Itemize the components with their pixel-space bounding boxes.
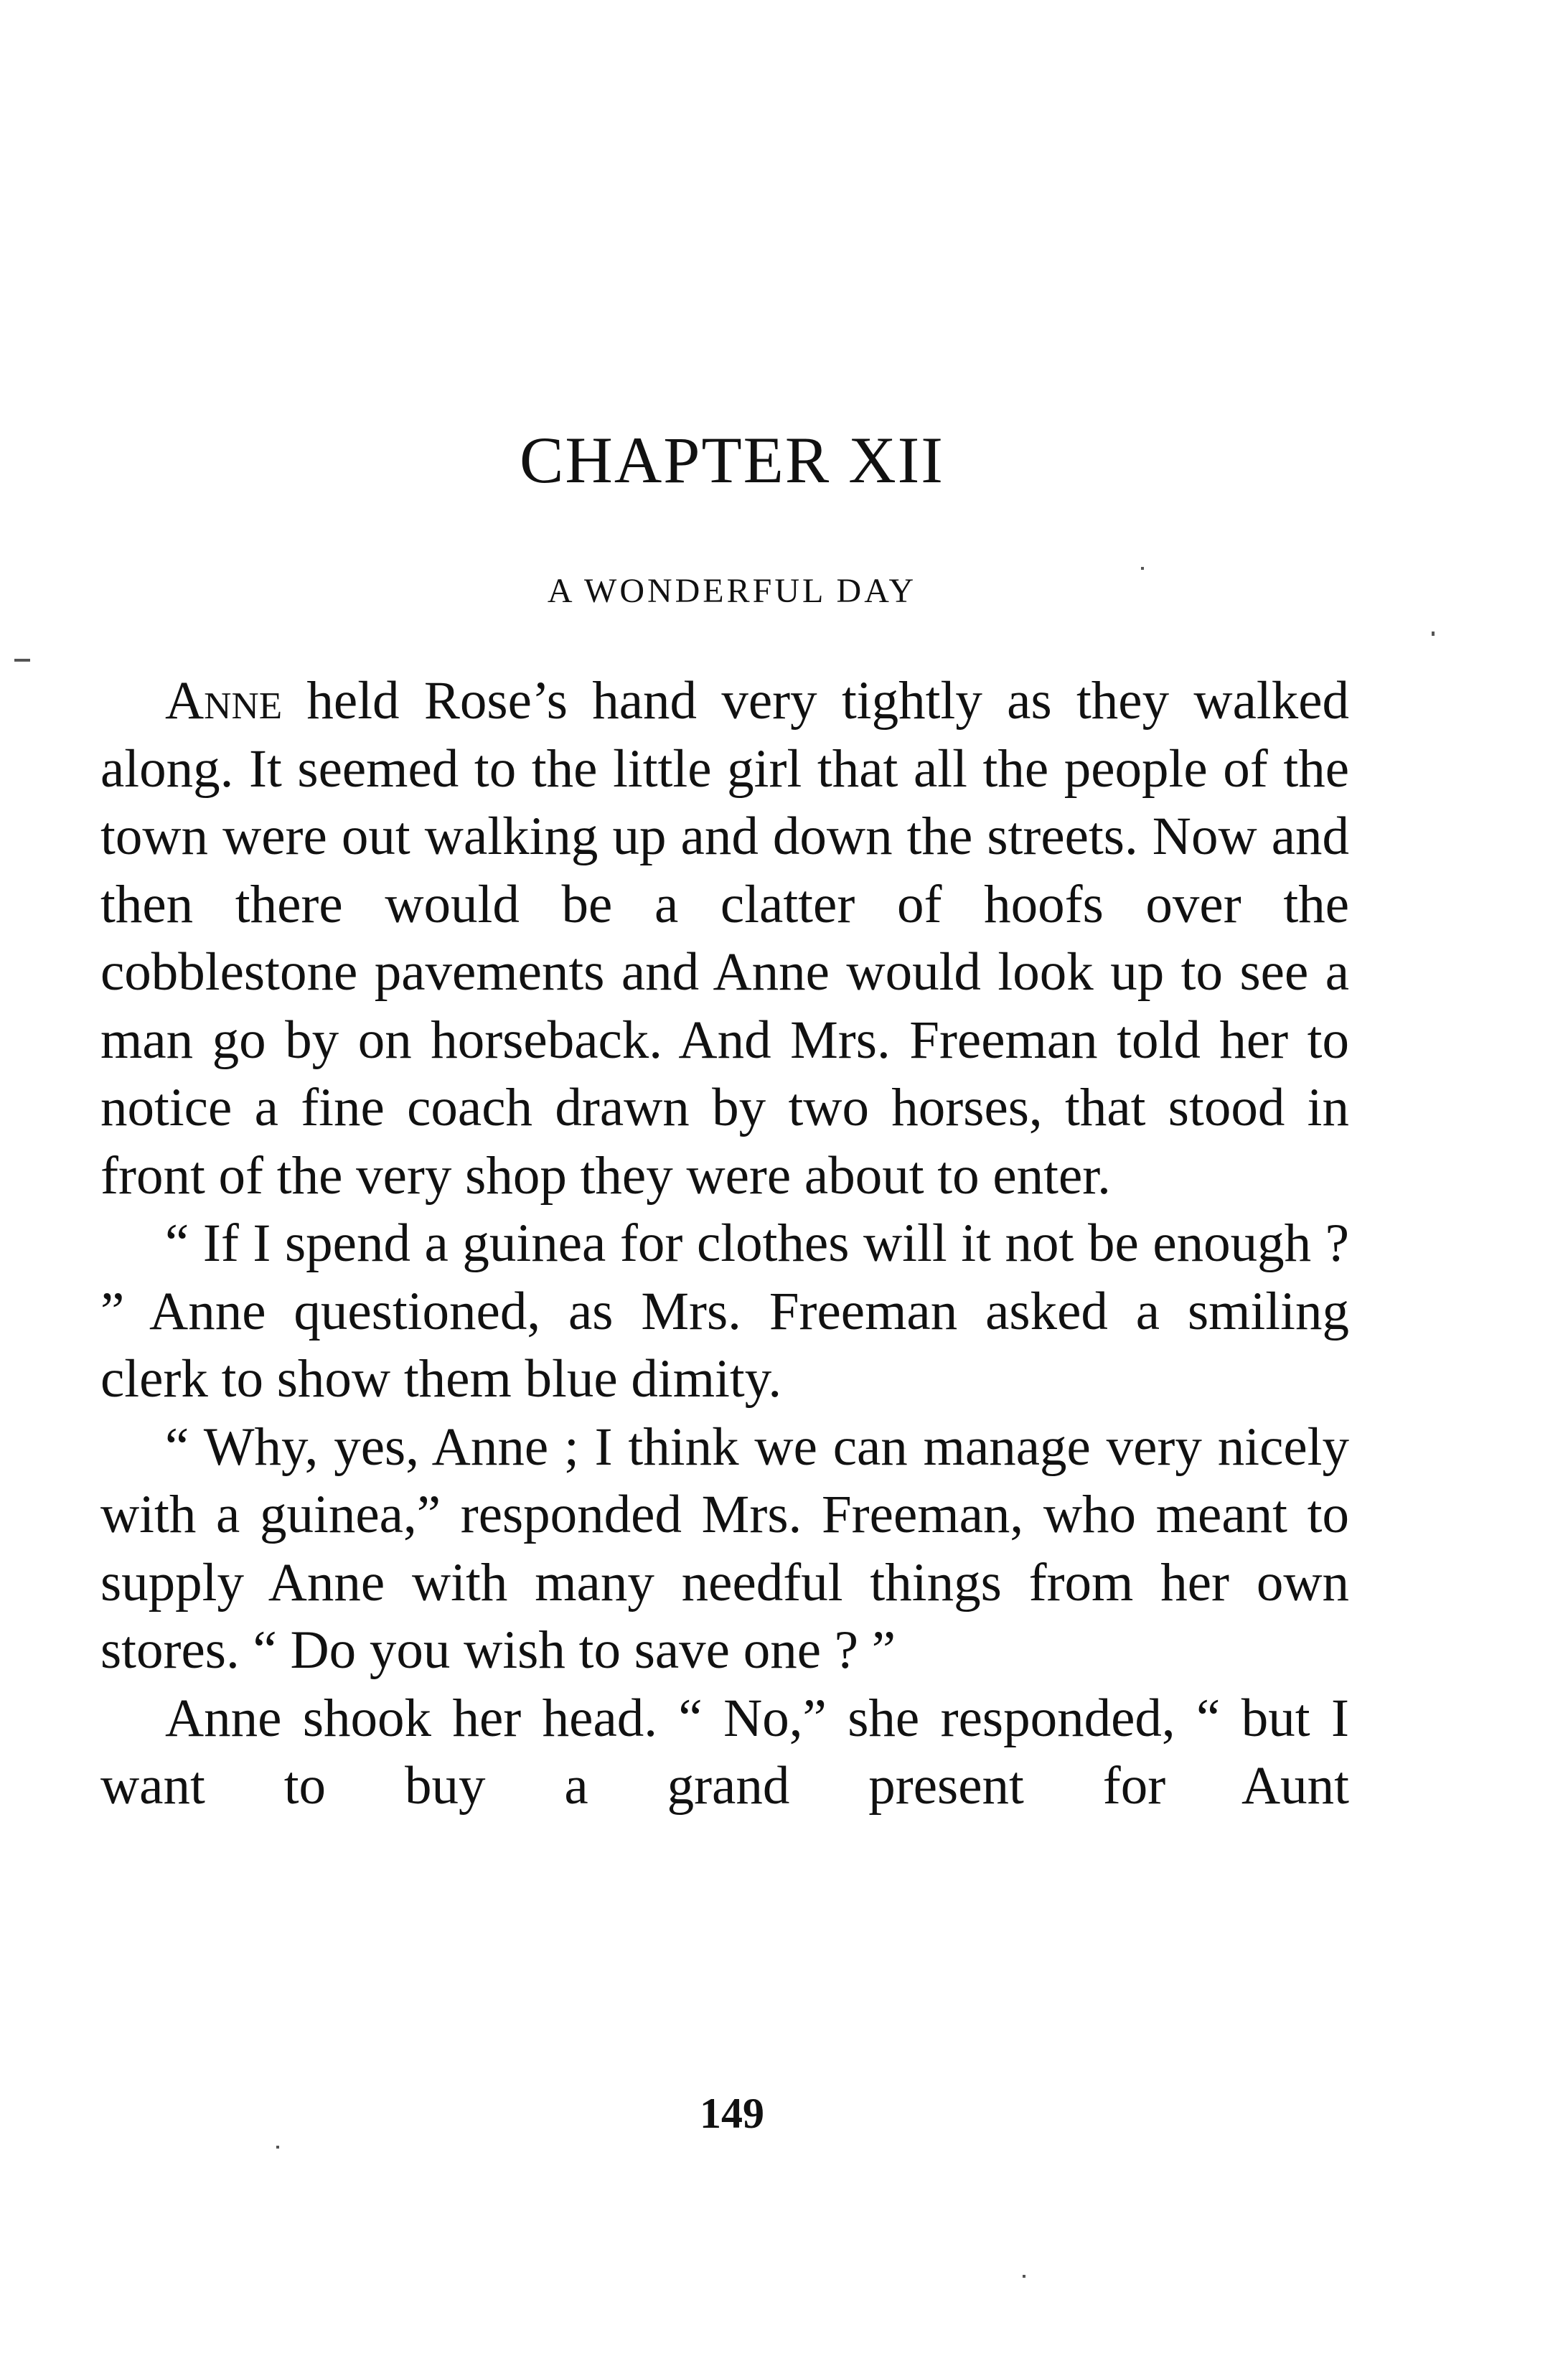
paragraph-text: “ If I spend a guinea for clothes will it not be enough ? ” Anne questioned, as Mrs. Freeman asked a smiling clerk to show them blue dimity. xyxy=(100,1213,1349,1409)
paragraph xyxy=(100,1210,1349,1414)
scan-speck xyxy=(1432,632,1435,636)
scan-speck xyxy=(276,2146,279,2149)
paragraph xyxy=(100,1414,1349,1685)
scan-speck xyxy=(14,659,30,662)
paragraph-text: “ Why, yes, Anne ; I think we can manage very nicely with a guinea,” responded Mrs. Freeman, who meant to supply Anne with many needful things from her own stores. “ Do you wish to save one ? ” xyxy=(100,1417,1349,1680)
page-number: 149 xyxy=(700,2090,764,2137)
paragraph-text: held Rose’s hand very tightly as they walked along. It seemed to the little girl that all the people of the town were out walking up and down the streets. Now and then there would be a clatter of hoofs over the cobblestone pavements and Anne would look up to see a man go by on horseback. And Mrs. Freeman told her to notice a fine coach drawn by two horses, that stood in front of the very shop they were about to enter. xyxy=(100,671,1349,1206)
scan-speck xyxy=(1023,2275,1025,2278)
chapter-body xyxy=(100,667,1349,1821)
chapter-heading: CHAPTER XII xyxy=(520,423,944,497)
chapter-subtitle: A WONDERFUL DAY xyxy=(547,572,917,610)
paragraph xyxy=(100,1685,1349,1821)
paragraph-lead-word: Anne xyxy=(165,671,283,731)
paragraph xyxy=(100,667,1349,1210)
paragraph-text: Anne shook her head. “ No,” she responded, “ but I want to buy a grand present for Aunt xyxy=(100,1688,1349,1816)
scan-speck xyxy=(1141,567,1144,570)
